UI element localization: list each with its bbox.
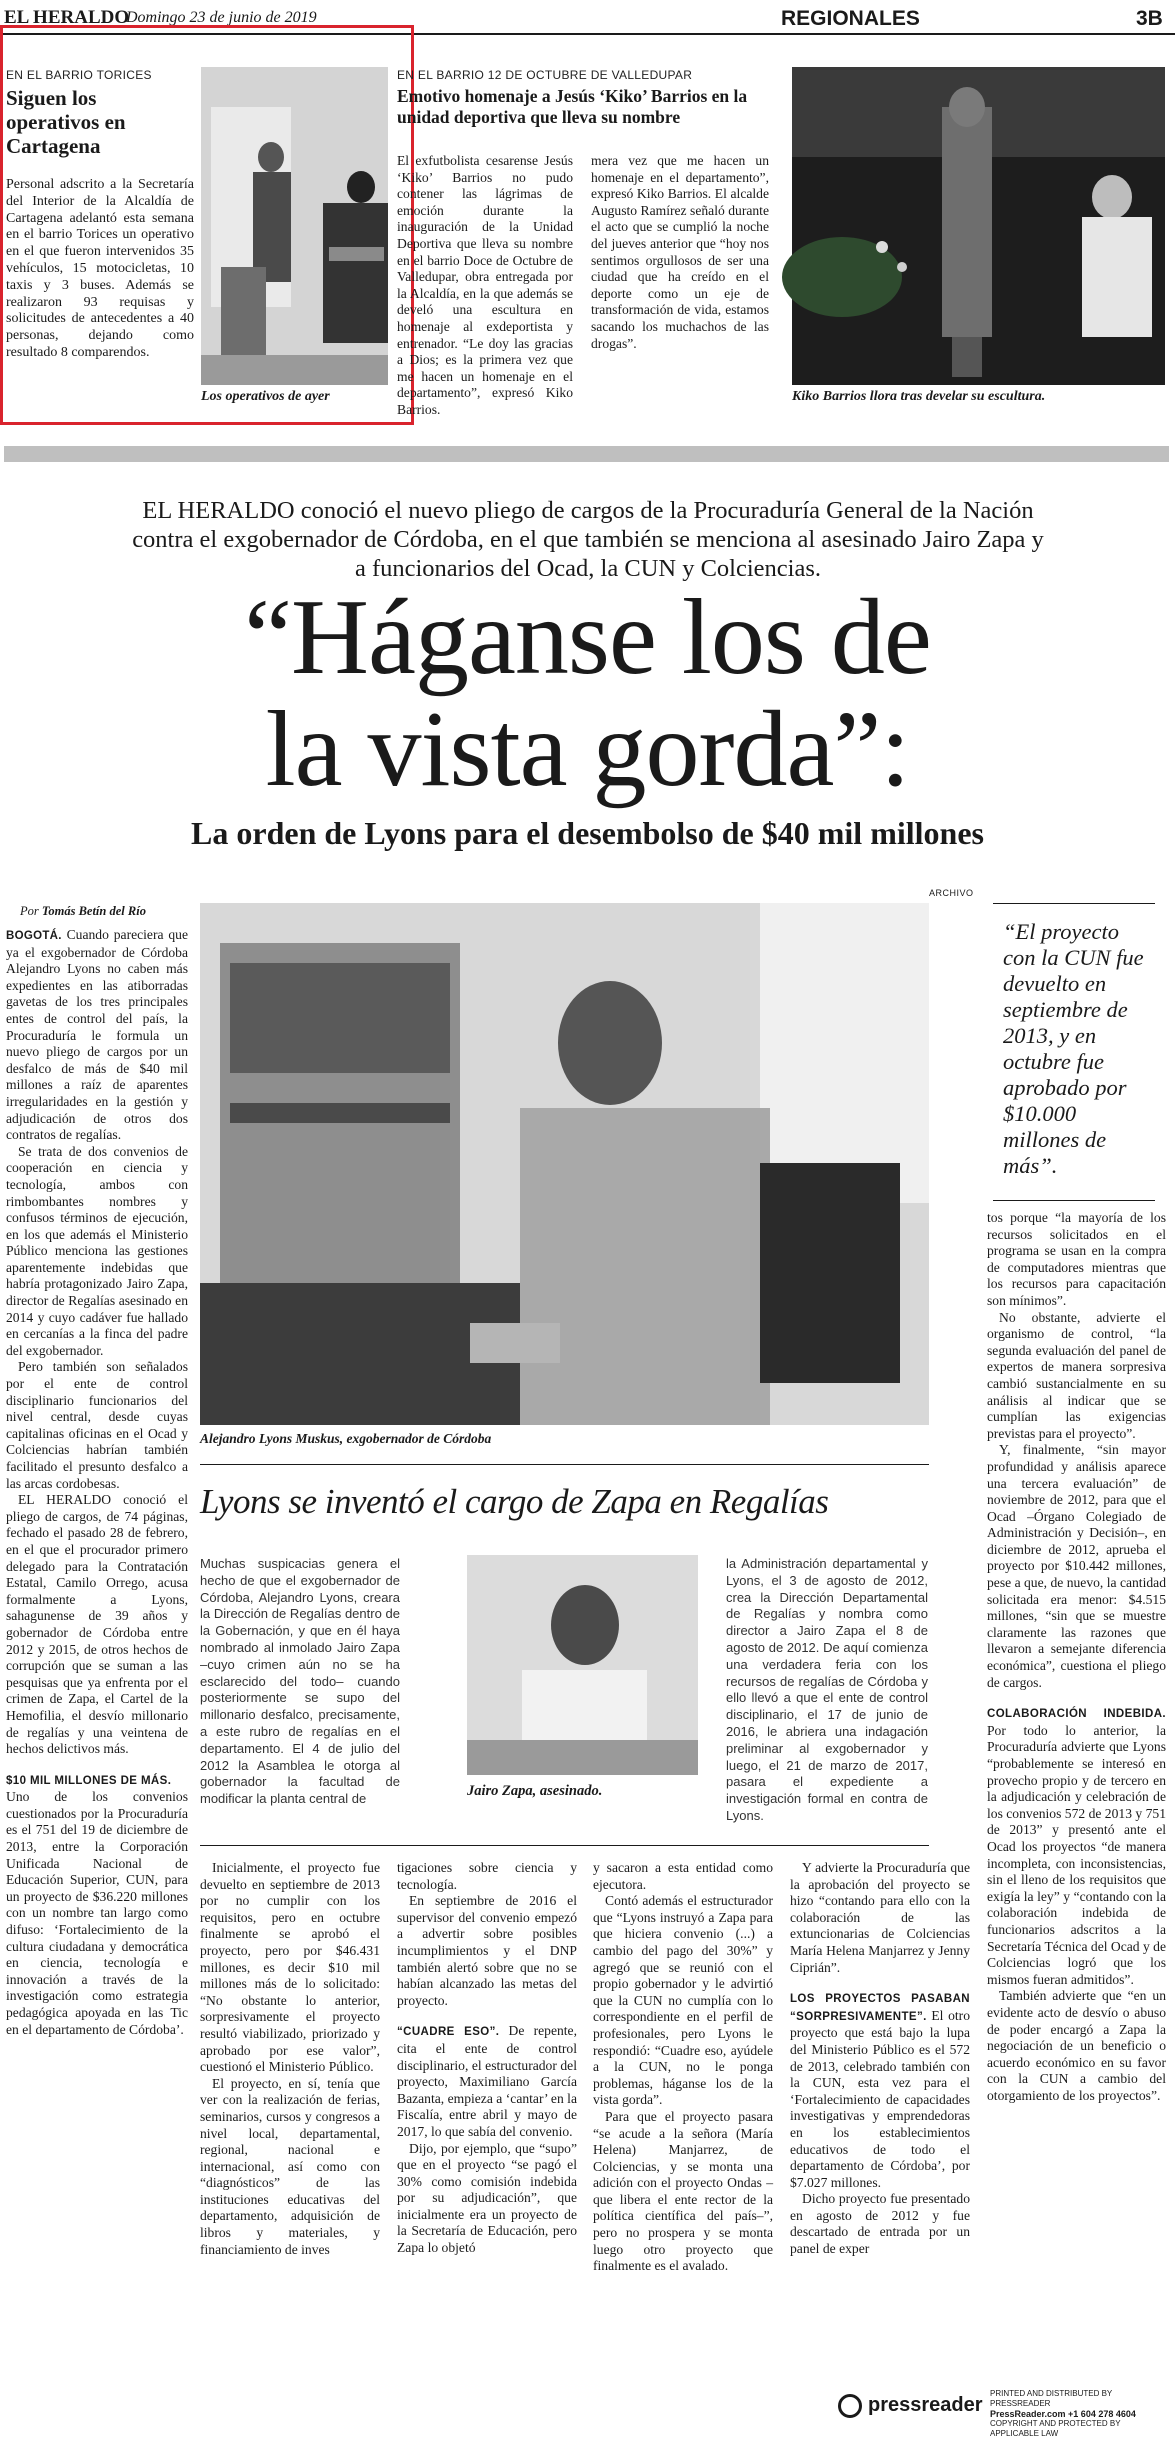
byline [20, 904, 146, 919]
story2-title: Emotivo homenaje a Jesús ‘Kiko’ Barrios en la unidad deportiva que lleva su nombre [397, 86, 748, 127]
story2-col2: mera vez que me hacen un homenaje en el departamento”, expresó Kiko Barrios. El alcalde Augusto Ramírez señaló durante el acto que se cumplió la noche del jueves anterior que “hoy nos sentimos orgullosos de ser una ciudad que ha creído en el deporte como un eje de transformación de vida, estamos sacando los muchachos de las drogas”. [591, 153, 769, 351]
pull-quote-rule-bottom [993, 1200, 1155, 1201]
bottom-col-3: y sacaron a esta entidad como ejecutora. Contó además el estructurador que “Lyons instruyó a Zapa para que hiciera convenio (...) a cambio del pago del 30%” y agregó que se reunió con el propio gobernador y le advirtió que la CUN no cumplía con lo correspondiente en el perfil de profesionales, pero Lyons le respondió: “Cuadre eso, ayúdele a la CUN, no le ponga problemas, háganse los de la vista gorda”. Para que el proyecto pasara “se acude a la señora (María Helena) Manjarrez, de Colciencias, y se monta una adición con el proyecto Ondas –que libera el ente rector de la política científica del país–”, pero no prospera y se monta luego otro proyecto que finalmente es el avalado. [593, 1860, 773, 2274]
sidebar-col2: la Administración departamental y Lyons, el 3 de agosto de 2012, crea la Dirección Departamental de Regalías y nombra como director a Jairo Zapa el 8 de agosto de 2012. De aquí comienza una verdadera feria con los recursos de regalías de Córdoba y ello llevó a que el ente de control disciplinario, el 17 de junio de 2016, le abriera una indagación preliminar al exgobernador y luego, el 21 de marzo de 2017, pasara el expediente a investigación formal en contra de Lyons. [726, 1556, 928, 1823]
photo-credit: ARCHIVO [929, 888, 974, 898]
bottom-col-4: Y advierte la Procuraduría que la aprobación del proyecto se hizo “contando para ello con la colaboración de las extuncionarias de Colciencias María Helena Manjarrez y Jenny Ciprián”. LOS PROYECTOS PASABAN “SORPRESIVAMENTE”. El otro proyecto que está bajo la lupa del Ministerio Público es el 572 de 2013, celebrado también con la CUN, esta vez para el ‘Fortalecimiento de capacidades investigativas y emprendedoras en los establecimientos educativos de todo el departamento de Córdoba’, por $7.027 millones. Dicho proyecto fue presentado en agosto de 2012 y fue descartado de entrada por un panel de exper [790, 1860, 970, 2257]
zapa-photo [467, 1555, 698, 1775]
bottom-col-2: tigaciones sobre ciencia y tecnología. En septiembre de 2016 el supervisor del convenio empezó a advertir sobre posibles incumplimientos y el DNP también alertó sobre que no se habían alcanzado las metas del proyecto. “CUADRE ESO”. De repente, cita el ente de control disciplinario, el estructurador del proyecto, Maximiliano García Bazanta, empieza a ‘cantar’ en la Fiscalía, entre abril y mayo de 2017, lo que sabía del convenio. Dijo, por ejemplo, que “supo” que en el proyecto “se pagó el 30% como comisión indebida por su adjudicación”, que inicialmente era un proyecto de la Secretaría de Educación, pero Zapa lo objetó [397, 1860, 577, 2256]
pull-quote-rule-top [993, 903, 1155, 904]
lyons-caption: Alejandro Lyons Muskus, exgobernador de Córdoba [200, 1431, 492, 1446]
story-title: Siguen los operativos en Cartagena [6, 86, 126, 158]
masthead: EL HERALDO [4, 7, 130, 28]
headline-line-2: la vista gorda”: [265, 690, 910, 809]
story2-kicker: EN EL BARRIO 12 DE OCTUBRE DE VALLEDUPAR [397, 68, 693, 82]
kiko-barrios-photo [792, 67, 1165, 385]
pressreader-notice [990, 2389, 1170, 2439]
bottom-col-1: Inicialmente, el proyecto fue devuelto en septiembre de 2013 por no cumplir con los requisitos, pero en octubre finalmente se aprobó el proyecto, pero por $46.431 millones, es decir $10 mil millones más de lo solicitado: “No obstante lo anterior, sorpresivamente el proyecto resultó viabilizado, priorizado y aprobado por ese valor”, cuestionó el Ministerio Público. El proyecto, en sí, tenía que ver con la realización de ferias, seminarios, cursos y congresos a nivel local, departamental, regional, nacional e internacional, así como con “diagnósticos” de las instituciones educativas del departamento, adquisición de libros y materiales, y financiamiento de inves [200, 1860, 380, 2257]
section-name: REGIONALES [781, 7, 920, 30]
feature-right-column: tos porque “la mayoría de los recursos solicitados en el programa se usan en la compra de computadores mientras que los recursos para capacitación son mínimos”. No obstante, advierte el organismo de control, “la segunda evaluación del panel de expertos de manera sorpresiva cambió sustancialmente en su análisis al indicar que se cumplían las exigencias previstas para el proyecto”. Y, finalmente, “sin mayor profundidad y análisis aparece una tercera evaluación” de noviembre de 2012, para que el Ocad –Órgano Colegiado de Administración y Decisión–, en diciembre de 2012, aprueba el proyecto por $10.442 millones, pese a que, de nuevo, la cantidad solicitada era menor: $4.515 millones, “sin que se muestre claramente las razones que llevaron a semejante diferencia económica”, cuestiona el pliego de cargos. COLABORACIÓN INDEBIDA. Por todo lo anterior, la Procuraduría advierte que Lyons “probablemente se interesó en provecho propio y de tercero en la adjudicación y celebración de los convenios 572 de 2013 y 751 de 2013” y presentó ante el Ocad los proyectos “de manera incompleta, con inconsistencias, sin el lleno de los requisitos que exigía la ley” y “contando con la colaboración indebida de funcionarios adscritos a la Secretaría Técnica del Ocad y de Colciencias logró que los mismos fueran admitidos”. También advierte que “en un evidente acto de desvío o abuso de poder encargó a Zapa la negociación de un beneficio o acuerdo económico en su favor con la CUN a cambio del otorgamiento de los proyectos”. [987, 1210, 1167, 2103]
kiko-barrios-photo-art [792, 67, 1165, 385]
pressreader-line-2: PressReader.com +1 604 278 4604 [990, 2409, 1136, 2419]
headline [0, 578, 1175, 809]
subhead-sorpresivamente: LOS PROYECTOS PASABAN “SORPRESIVAMENTE”. [790, 1993, 970, 2023]
subheadline: La orden de Lyons para el desembolso de $40 mil millones [191, 815, 984, 851]
sidebar-col1: Muchas suspicacias genera el hecho de que el exgobernador de Córdoba, Alejandro Lyons, creara la Dirección de Regalías dentro de la Gobernación, y que en él haya nombrado al inmolado Jairo Zapa –cuyo crimen aún no se ha esclarecido del todo– cuando posteriormente se supo del millonario desfalco, precisamente, a este rubro de regalías en el departamento. El 4 de julio del 2012 la Asamblea le otorga al gobernador la facultad de modificar la planta central de [200, 1556, 400, 1807]
headline-line-1: “Háganse los de [244, 578, 931, 697]
operativos-photo-art [201, 67, 388, 385]
subhead-colaboracion: COLABORACIÓN INDEBIDA. [987, 1708, 1166, 1721]
pressreader-logo[interactable] [838, 2390, 983, 2426]
lyons-photo-art [200, 903, 929, 1425]
lyons-photo [200, 903, 929, 1425]
subhead-10mil: $10 MIL MILLONES DE MÁS. [6, 1774, 172, 1787]
pressreader-icon [838, 2394, 862, 2418]
sidebar-rule-bottom [200, 1845, 929, 1846]
subhead-cuadre-eso: “CUADRE ESO”. [397, 2026, 500, 2039]
story-body: Personal adscrito a la Secretaría del Interior de la Alcaldía de Cartagena adelantó esta semana en el barrio Torices un operativo en el que fueron intervenidos 35 vehículos, 15 motocicletas, 10 taxis y 3 buses. Además se realizaron 93 requisas y solicitudes de antecedentes a 40 personas, dejando como resultado 8 comparendos. [6, 177, 194, 360]
feature-left-column: BOGOTÁ. Cuando pareciera que ya el exgobernador de Córdoba Alejandro Lyons no caben más expedientes en las atiborradas gavetas de los tres principales entes de control del país, la Procuraduría le formula un nuevo pliego de cargos por un desfalco de más de $40 mil millones a raíz de aparentes irregularidades en la gestión y adjudicación de otros dos contratos de regalías. Se trata de dos convenios de cooperación en ciencia y tecnología, ambos con rimbombantes nombres y confusos términos de ejecución, en los que además el Ministerio Público menciona las gestiones aparentemente indebidas que habría protagonizado Jairo Zapa, director de Regalías asesinado en 2014 y cuyo cadáver fue hallado en cercanías a la finca del padre del exgobernador. Pero también son señalados por el ente de control disciplinario funcionarios del nivel central, desde cuyas capitalinas oficinas en el Ocad y Colciencias habrían también facilitado el presunto desfalco a las arcas cordobesas. EL HERALDO conoció el pliego de cargos, de 74 páginas, fechado el pasado 28 de febrero, en el que el procurador primero delegado para la Contratación Estatal, Camilo Orrego, acusa formalmente a Lyons, sahagunense de 39 años y gobernador de Córdoba entre 2012 y 2015, de otros hechos de corrupción que se suman a las pesquisas que ya enfrenta por el crimen de Zapa, el Cartel de la Hemofilia, el desvío millonario de regalías y una veintena de hechos delictivos más. $10 MIL MILLONES DE MÁS. Uno de los convenios cuestionados por la Procuraduría es el 751 del 19 de diciembre de 2013, entre la Corporación Unificada Nacional de Educación Superior, CUN, para un proyecto de $36.220 millones con un nombre tan largo como difuso: ‘Fortalecimiento de la cultura ciudadana y democrática en ciencia, tecnología e innovación a través de la investigación como estrategia pedagógica apoyada en las Tic en el departamento de Córdoba’. [6, 927, 188, 2037]
pressreader-brand: pressreader [868, 2394, 983, 2416]
sidebar-rule-top [200, 1464, 929, 1465]
pressreader-line-1: PRINTED AND DISTRIBUTED BY PRESSREADER [990, 2389, 1113, 2408]
story2-col1: El exfutbolista cesarense Jesús ‘Kiko’ Barrios no pudo contener las lágrimas de emoción durante la inauguración de la Unidad Deportiva que lleva su nombre en el barrio Doce de Octubre de Valledupar, obra entregada por la Alcaldía, en la que además se develó una escultura en homenaje al exdeportista y entrenador. “Le doy las gracias a Dios; es la primera vez que me hacen un homenaje en el departamento”, expresó Kiko Barrios. [397, 153, 573, 417]
operativos-photo [201, 67, 388, 385]
pull-quote: “El proyecto con la CUN fue devuelto en septiembre de 2013, y en octubre fue aprobado por $10.000 millones de más”. [1003, 919, 1144, 1178]
dateline: BOGOTÁ. [6, 930, 62, 942]
byline-name: Tomás Betín del Río [41, 904, 146, 918]
story2-caption: Kiko Barrios llora tras develar su escultura. [792, 389, 1046, 404]
divider-band [4, 446, 1169, 462]
story-kicker: EN EL BARRIO TORICES [6, 68, 152, 82]
zapa-photo-art [467, 1555, 698, 1775]
story1-caption: Los operativos de ayer [201, 389, 330, 404]
zapa-caption: Jairo Zapa, asesinado. [467, 1783, 603, 1799]
sidebar-title: Lyons se inventó el cargo de Zapa en Regalías [200, 1482, 829, 1521]
pressreader-line-3: COPYRIGHT AND PROTECTED BY APPLICABLE LAW [990, 2419, 1121, 2438]
feature-deck: EL HERALDO conoció el nuevo pliego de cargos de la Procuraduría General de la Nación contra el exgobernador de Córdoba, en el que también se menciona al asesinado Jairo Zapa y a funcionarios del Ocad, la CUN y Colciencias. [132, 497, 1044, 582]
byline-prefix: Por [20, 904, 39, 918]
page-number: 3B [1136, 7, 1163, 30]
header-date: Domingo 23 de junio de 2019 [126, 9, 317, 26]
